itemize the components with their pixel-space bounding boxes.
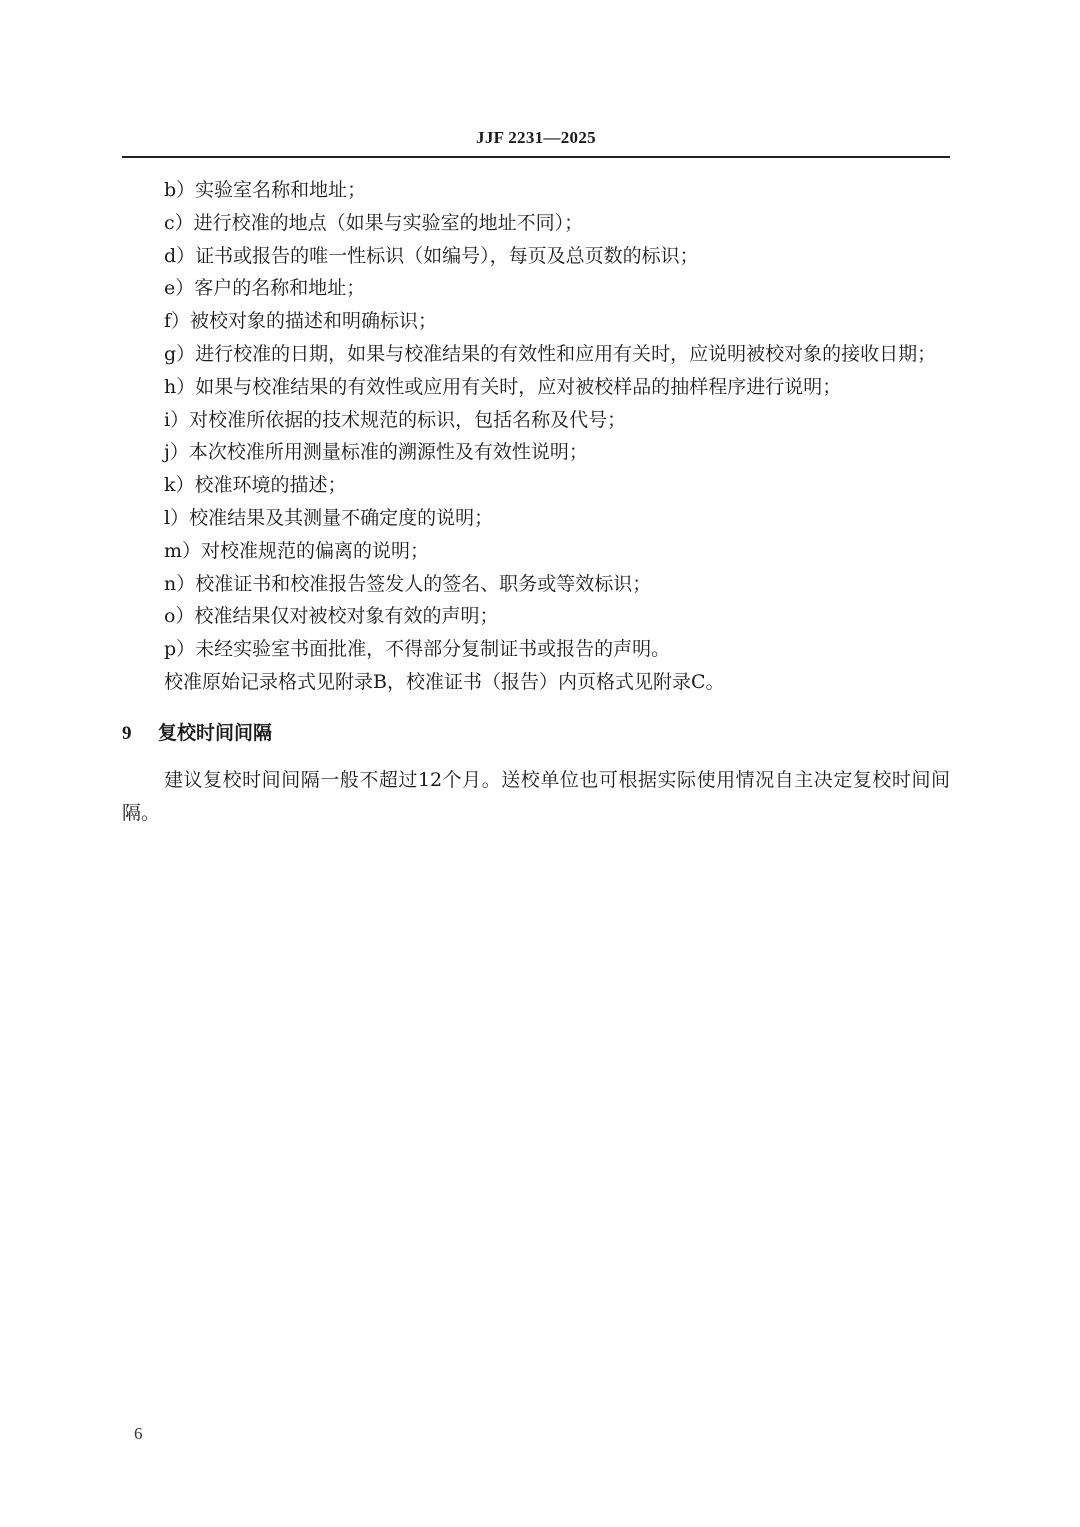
- header-rule: [122, 156, 950, 158]
- section-9-paragraph: 建议复校时间间隔一般不超过12个月。送校单位也可根据实际使用情况自主决定复校时间间隔。: [122, 768, 950, 824]
- section-9-number: 9: [122, 722, 132, 744]
- list-item-o: o）校准结果仅对被校对象有效的声明；: [164, 605, 499, 628]
- list-item-n: n）校准证书和校准报告签发人的签名、职务或等效标识；: [164, 572, 652, 595]
- list-item-m: m）对校准规范的偏离的说明；: [164, 539, 430, 562]
- list-item-b: b）实验室名称和地址；: [164, 179, 367, 201]
- list-item-e: e）客户的名称和地址；: [164, 277, 366, 300]
- list-item-l: l）校准结果及其测量不确定度的说明；: [164, 506, 494, 529]
- list-item-p: p）未经实验室书面批准，不得部分复制证书或报告的声明。: [164, 638, 671, 661]
- page-header-title: JJF 2231—2025: [476, 128, 596, 147]
- list-item-h: h）如果与校准结果的有效性或应用有关时，应对被校样品的抽样程序进行说明；: [164, 375, 842, 398]
- format-note: 校准原始记录格式见附录B，校准证书（报告）内页格式见附录C。: [164, 670, 725, 693]
- page-body: [122, 174, 950, 829]
- section-9-title: 复校时间间隔: [158, 721, 273, 744]
- section-9-heading: [122, 717, 950, 750]
- list-item-g: g）进行校准的日期，如果与校准结果的有效性和应用有关时，应说明被校对象的接收日期；: [164, 342, 937, 365]
- list-item-j: j）本次校准所用测量标准的溯源性及有效性说明；: [164, 441, 588, 464]
- list-item-d: d）证书或报告的唯一性标识（如编号），每页及总页数的标识；: [164, 244, 699, 267]
- list-item-f: f）被校对象的描述和明确标识；: [164, 310, 438, 333]
- list-item-c: c）进行校准的地点（如果与实验室的地址不同）；: [164, 211, 584, 234]
- list-item-k: k）校准环境的描述；: [164, 474, 347, 497]
- page-number: 6: [134, 1424, 143, 1443]
- list-item-i: i）对校准所依据的技术规范的标识，包括名称及代号；: [164, 408, 627, 431]
